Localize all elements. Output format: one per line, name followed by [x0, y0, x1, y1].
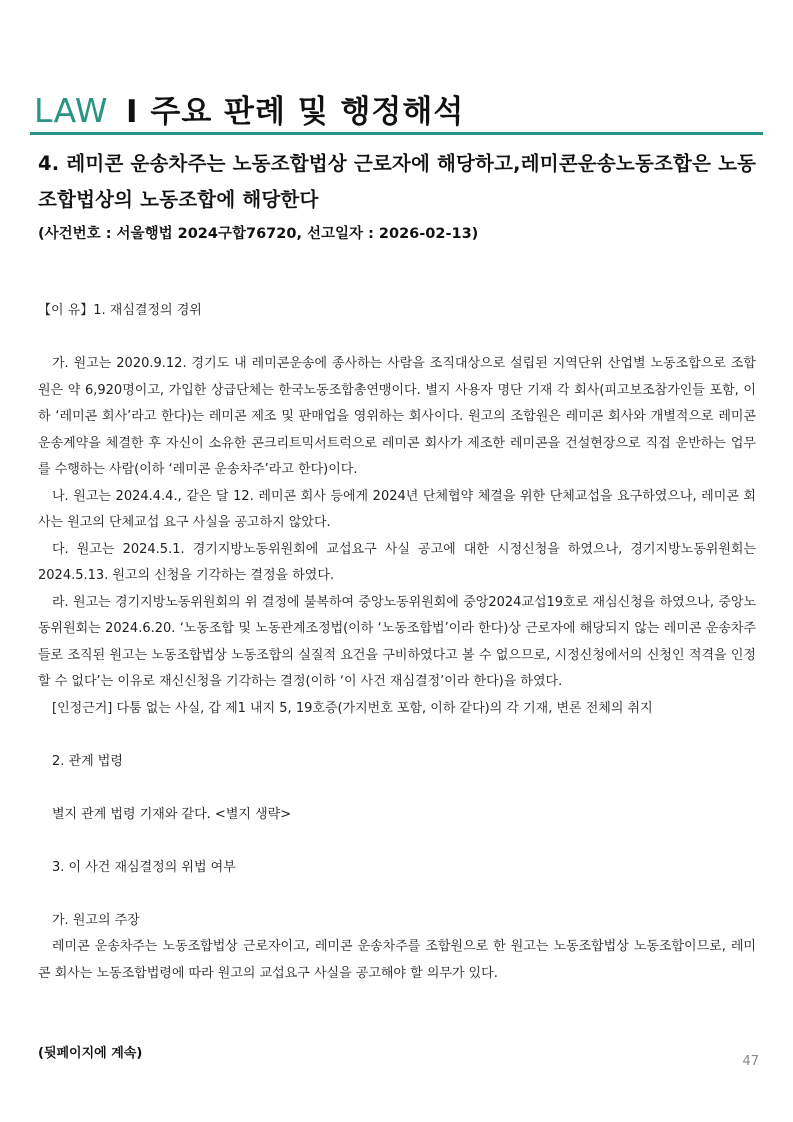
page-header — [34, 86, 764, 130]
page-number: 47 — [742, 1054, 759, 1069]
reason-heading: 【이 유】1. 재심결정의 경위 — [38, 303, 202, 318]
spacer — [38, 881, 756, 908]
case-title: 4. 레미콘 운송차주는 노동조합법상 근로자에 해당하고,레미콘운송노동조합은 노동조합법상의 노동조합에 해당한다 — [38, 152, 757, 211]
law-brand: LAW — [34, 91, 109, 130]
document-body — [38, 298, 756, 987]
section-2-text: 별지 관계 법령 기재와 같다. <별지 생략> — [52, 806, 292, 822]
spacer — [38, 828, 756, 855]
section-3-subheading: 가. 원고의 주장 — [52, 912, 140, 928]
paragraph-da: 다. 원고는 2024.5.1. 경기지방노동위원회에 교섭요구 사실 공고에 대한 시정신청을 하였으나, 경기지방노동위원회는 2024.5.13. 원고의 신청을 기각하는 결정을 하였다. — [38, 541, 756, 583]
continued-note: (뒷페이지에 계속) — [38, 1046, 143, 1061]
section-3-heading: 3. 이 사건 재심결정의 위법 여부 — [52, 859, 236, 875]
section-title: I 주요 판례 및 행정해석 — [126, 94, 465, 130]
case-meta: (사건번호 : 서울행법 2024구합76720, 선고일자 : 2026-02-13) — [38, 226, 479, 242]
paragraph-na: 나. 원고는 2024.4.4., 같은 달 12. 레미콘 회사 등에게 2024년 단체협약 체결을 위한 단체교섭을 요구하였으나, 레미콘 회사는 원고의 단체교섭 요구 사실을 공고하지 않았다. — [38, 488, 756, 530]
evidence-basis: [인정근거] 다툼 없는 사실, 갑 제1 내지 5, 19호증(가지번호 포함, 이하 같다)의 각 기재, 변론 전체의 취지 — [52, 700, 653, 716]
section-2-heading: 2. 관계 법령 — [52, 753, 123, 769]
spacer — [38, 325, 756, 352]
spacer — [38, 722, 756, 749]
paragraph-ra: 라. 원고는 경기지방노동위원회의 위 결정에 불복하여 중앙노동위원회에 중앙2024교섭19호로 재심신청을 하였으나, 중앙노동위원회는 2024.6.20. ‘노동조합 및 노동관계조정법(이하 ‘노동조합법’이라 한다)상 근로자에 해당되지 않는 레미콘 운송차주들로 조직된 원고는 노동조합법상 노동조합의 실질적 요건을 구비하였다고 볼 수 없으므로, 시정신청에서의 신청인 적격을 인정할 수 없다’는 이유로 재신신청을 기각하는 결정(이하 ‘이 사건 재심결정’이라 한다)을 하였다. — [38, 594, 756, 689]
spacer — [38, 775, 756, 802]
section-3-text: 레미콘 운송차주는 노동조합법상 근로자이고, 레미콘 운송차주를 조합원으로 한 원고는 노동조합법상 노동조합이므로, 레미콘 회사는 노동조합법령에 따라 원고의 교섭요구 사실을 공고해야 할 의무가 있다. — [38, 939, 756, 981]
header-divider — [30, 132, 763, 135]
paragraph-ga: 가. 원고는 2020.9.12. 경기도 내 레미콘운송에 종사하는 사람을 조직대상으로 설립된 지역단위 산업별 노동조합으로 조합원은 약 6,920명이고, 가입한 상급단체는 한국노동조합총연맹이다. 별지 사용자 명단 기재 각 회사(피고보조참가인들 포함, 이하 ‘레미콘 회사’라고 한다)는 레미콘 제조 및 판매업을 영위하는 회사이다. 원고의 조합원은 레미콘 회사와 개별적으로 레미콘 운송계약을 체결한 후 자신이 소유한 콘크리트믹서트럭으로 레미콘 회사가 제조한 레미콘을 건설현장으로 직접 운반하는 업무를 수행하는 사람(이하 ‘레미콘 운송차주’라고 한다)이다. — [38, 356, 756, 477]
